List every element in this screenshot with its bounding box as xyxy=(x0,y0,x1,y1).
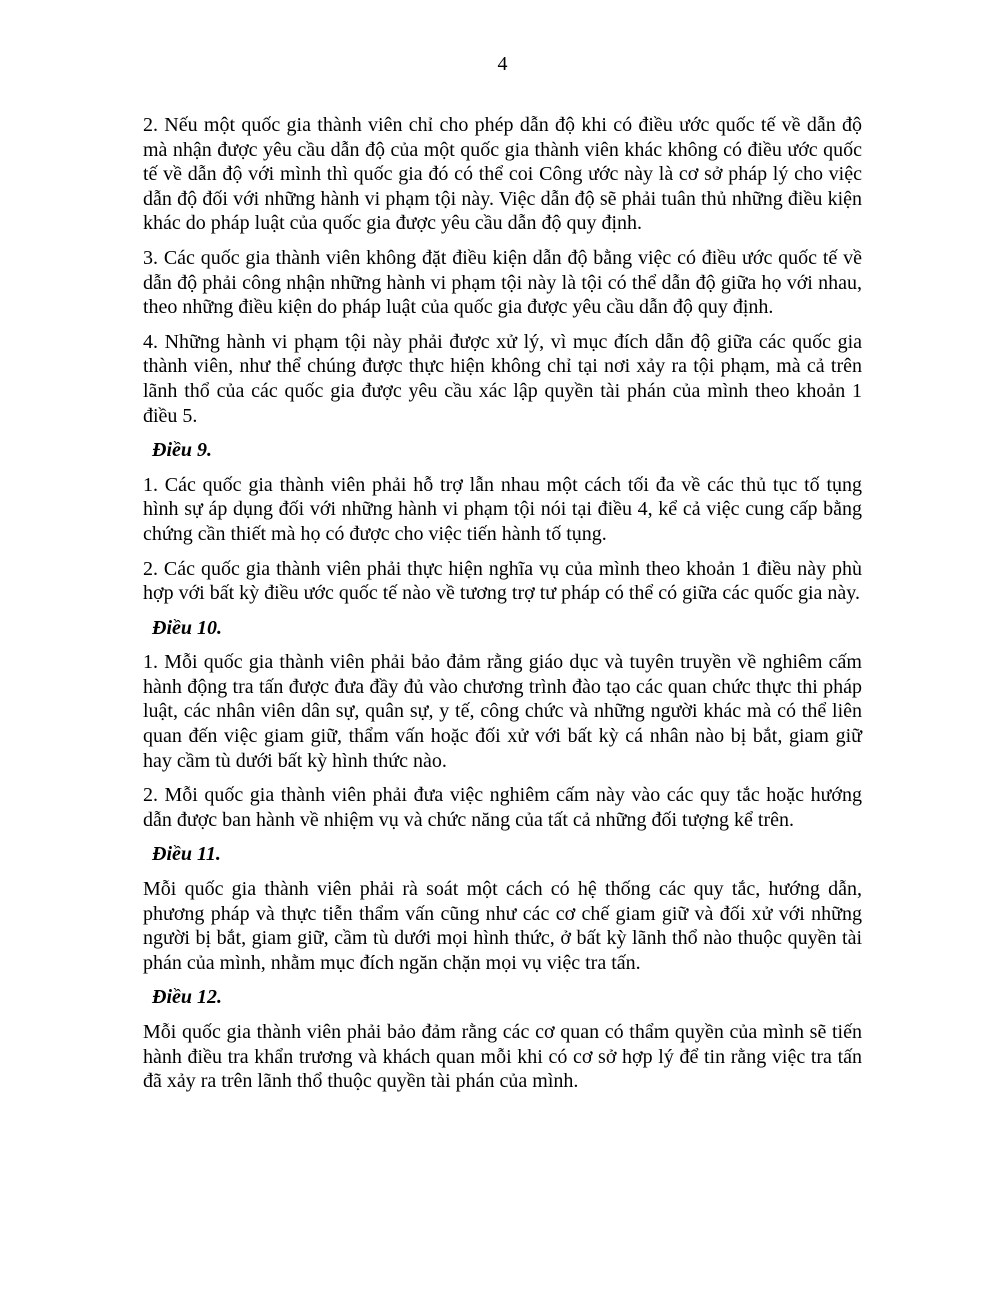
article-heading: Điều 12. xyxy=(152,986,222,1009)
paragraph: 1. Các quốc gia thành viên phải hỗ trợ lẫn nhau một cách tối đa về các thủ tục tố tụng hình sự áp dụng đối với những hành vi phạm tội nói tại điều 4, kể cả việc cung cấp bằng chứng cần thiết mà họ có được cho việc tiến hành tố tụng. xyxy=(143,473,862,545)
paragraph: 1. Mỗi quốc gia thành viên phải bảo đảm rằng giáo dục và tuyên truyền về nghiêm cấm hành động tra tấn được đưa đầy đủ vào chương trình đào tạo các quan chức thực thi pháp luật, các nhân viên dân sự, quân sự, y tế, công chức và những người khác mà có thể liên quan đến việc giam giữ, thẩm vấn hoặc đối xử với bất kỳ cá nhân nào bị bắt, giam giữ hay cầm tù dưới bất kỳ hình thức nào. xyxy=(143,651,862,772)
page-number: 4 xyxy=(497,53,508,75)
paragraph: Mỗi quốc gia thành viên phải rà soát một cách có hệ thống các quy tắc, hướng dẫn, phương pháp và thực tiễn thẩm vấn cũng như các cơ chế giam giữ và đối xử với những người bị bắt, giam giữ, cầm tù dưới mọi hình thức, ở bất kỳ lãnh thổ nào thuộc quyền tài phán của mình, nhằm mục đích ngăn chặn mọi vụ việc tra tấn. xyxy=(143,878,862,974)
paragraph: 4. Những hành vi phạm tội này phải được xử lý, vì mục đích dẫn độ giữa các quốc gia thành viên, như thể chúng được thực hiện không chỉ tại nơi xảy ra tội phạm, mà cả trên lãnh thổ của các quốc gia được yêu cầu xác lập quyền tài phán của mình theo khoản 1 điều 5. xyxy=(143,330,862,427)
article-heading: Điều 11. xyxy=(152,843,221,866)
paragraph: 3. Các quốc gia thành viên không đặt điều kiện dẫn độ bằng việc có điều ước quốc tế về dẫn độ phải công nhận những hành vi phạm tội này là tội có thể dẫn độ giữa họ với nhau, theo những điều kiện do pháp luật của quốc gia được yêu cầu dẫn độ quy định. xyxy=(143,246,862,319)
paragraph: Mỗi quốc gia thành viên phải bảo đảm rằng các cơ quan có thẩm quyền của mình sẽ tiến hành điều tra khẩn trương và khách quan mỗi khi có cơ sở hợp lý để tin rằng việc tra tấn đã xảy ra trên lãnh thổ thuộc quyền tài phán của mình. xyxy=(143,1021,862,1093)
article-heading: Điều 9. xyxy=(152,439,212,462)
article-heading: Điều 10. xyxy=(152,616,222,639)
paragraph: 2. Các quốc gia thành viên phải thực hiện nghĩa vụ của mình theo khoản 1 điều này phù hợp với bất kỳ điều ước quốc tế nào về tương trợ tư pháp có thể có giữa các quốc gia này. xyxy=(143,557,862,605)
paragraph: 2. Nếu một quốc gia thành viên chỉ cho phép dẫn độ khi có điều ước quốc tế về dẫn độ mà nhận được yêu cầu dẫn độ của một quốc gia thành viên khác không có điều ước quốc tế về dẫn độ với mình thì quốc gia đó có thể coi Công ước này là cơ sở pháp lý cho việc dẫn độ đối với những hành vi phạm tội này. Việc dẫn độ sẽ phải tuân thủ những điều kiện khác do pháp luật của quốc gia được yêu cầu dẫn độ quy định. xyxy=(143,114,862,235)
paragraph: 2. Mỗi quốc gia thành viên phải đưa việc nghiêm cấm này vào các quy tắc hoặc hướng dẫn được ban hành về nhiệm vụ và chức năng của tất cả những đối tượng kể trên. xyxy=(143,784,862,831)
